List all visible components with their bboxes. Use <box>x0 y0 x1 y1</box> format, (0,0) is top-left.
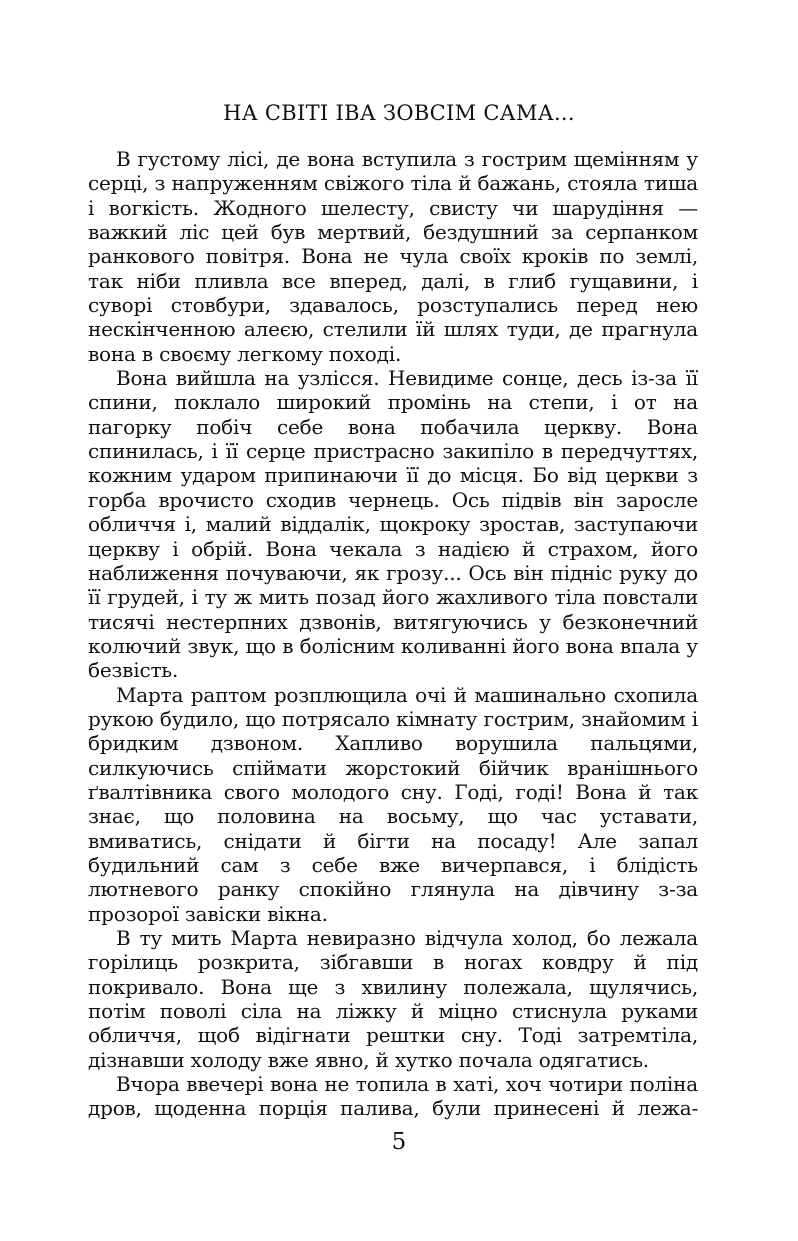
chapter-title: НА СВІТІ ІВА ЗОВСІМ САМА... <box>223 101 575 125</box>
paragraph-5: Вчора ввечері вона не топила в хаті, хоч чотири поліна дров, щоденна порція палива, були принесені й лежа- <box>88 1072 698 1121</box>
page-number: 5 <box>391 1129 407 1155</box>
paragraph-2: Вона вийшла на узлісся. Невидиме сонце, десь із-за її спини, поклало широкий промінь на степи, і от на пагорку побіч себе вона побачила церкву. Вона спинилась, і її серце пристрасно закипіло в передчуттях, кожним ударом припинаючи її до місця. Бо від церкви з горба врочисто сходив чернець. Ось підвів він зарослe обличчя і, малий віддалік, щокроку зростав, заступаючи церкву і обрій. Вона чекала з надією й страхом, його наближення почуваючи, як грозу... Ось він підніс руку до її грудей, і ту ж мить позад його жахливого тіла повстали тисячі нестерпних дзвонів, витягуючись у безконечний колючий звук, що в болісним коливанні його вона впала у безвість. <box>88 366 698 683</box>
paragraph-3: Марта раптом розплющила очі й машинально схопила рукою будило, що потрясало кімнату гострим, знайомим і бридким дзвоном. Хапливо ворушила пальцями, силкуючись спіймати жорстокий бійчик вранішнього ґвалтівника свого молодого сну. Годі, годі! Вона й так знає, що половина на восьму, що час уставати, вмиватись, снідати й бігти на посаду! Але запал будильний сам з себе вже вичерпався, і блідість лютневого ранку спокійно глянула на дівчину з-за прозорої завіски вікна. <box>88 682 698 926</box>
paragraph-1: В густому лісі, де вона вступила з гострим щемінням у серці, з напруженням свіжого тіла й бажань, стояла тиша і вогкість. Жодного шелесту, свисту чи шарудіння — важкий ліс цей був мертвий, бездушний за серпанком ранкового повітря. Вона не чула своїх кроків по землі, так ніби пливла все вперед, далі, в глиб гущавини, і суворі стовбури, здавалось, розступались перед нею нескінченною алеєю, стелили їй шлях туди, де прагнула вона в своєму легкому поході. <box>88 147 698 366</box>
text-body <box>88 147 698 1121</box>
paragraph-4: В ту мить Марта невиразно відчула холод, бо лежала горілиць розкрита, зібгавши в ногах ковдру й під покривало. Вона ще з хвилину полежала, щулячись, потім поволі сіла на ліжку й міцно стиснула руками обличчя, щоб відігнати рештки сну. Тоді затремтіла, дізнавши холоду вже явно, й хутко почала одягатись. <box>88 926 698 1072</box>
